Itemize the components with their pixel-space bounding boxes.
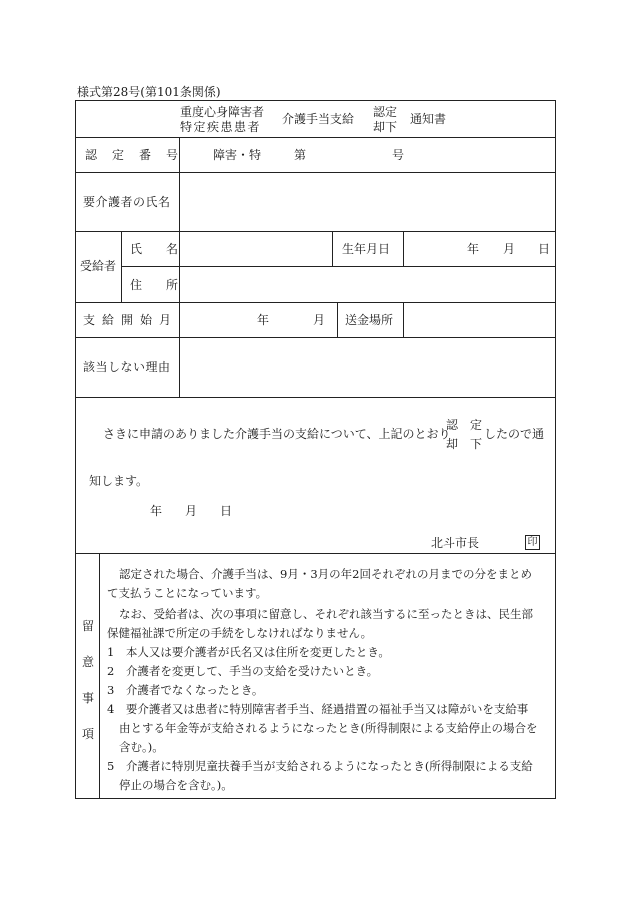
reason-value[interactable] bbox=[182, 341, 552, 394]
col-line bbox=[99, 553, 100, 798]
notice-choice-reject-2: 下 bbox=[470, 437, 483, 451]
frame-left bbox=[75, 100, 76, 798]
remark-line: なお、受給者は、次の事項に留意し、それぞれ該当するに至ったときは、民生部 bbox=[119, 607, 533, 621]
start-year: 年 bbox=[257, 313, 270, 327]
remark-line: 停止の場合を含む。)。 bbox=[119, 778, 233, 792]
remarks-label-3: 事 bbox=[81, 691, 94, 705]
remarks-label-1: 留 bbox=[81, 619, 94, 633]
name-label: 氏名 bbox=[130, 242, 203, 256]
name-value[interactable] bbox=[182, 234, 330, 264]
remit-label: 送金場所 bbox=[345, 313, 394, 327]
col-line bbox=[121, 231, 122, 302]
row-line bbox=[121, 266, 556, 267]
remark-line: 3 介護者でなくなったとき。 bbox=[107, 683, 264, 697]
signer: 北斗市長 bbox=[431, 536, 480, 550]
care-recipient-value[interactable] bbox=[182, 176, 552, 228]
title-notice: 通知書 bbox=[410, 112, 447, 126]
remark-line: 2 介護者を変更して、手当の支給を受けたいとき。 bbox=[107, 664, 379, 678]
title-reject: 却下 bbox=[373, 120, 398, 134]
cert-label: 認定番号 bbox=[85, 148, 194, 162]
notice-choice-approve-1: 認 bbox=[446, 418, 459, 432]
remark-line: 保健福祉課で所定の手続をしなければなりません。 bbox=[107, 626, 373, 640]
dob-day: 日 bbox=[538, 242, 551, 256]
col-line bbox=[337, 302, 338, 337]
dob-year: 年 bbox=[467, 242, 480, 256]
title-main: 介護手当支給 bbox=[282, 112, 355, 126]
reason-label: 該当しない理由 bbox=[83, 360, 171, 374]
row-line bbox=[75, 137, 556, 138]
notice-date-month: 月 bbox=[185, 504, 198, 518]
row-line bbox=[75, 172, 556, 173]
recipient-label: 受給者 bbox=[80, 259, 117, 273]
start-label: 支給開始月 bbox=[83, 313, 179, 327]
row-line bbox=[75, 553, 556, 554]
remark-line: 由とする年金等が支給されるようになったとき(所得制限による支給停止の場合を bbox=[119, 721, 538, 735]
cert-prefix: 障害・特 bbox=[213, 148, 262, 162]
notice-date-year: 年 bbox=[150, 504, 163, 518]
remark-line: 含む。)。 bbox=[119, 740, 164, 754]
remark-line: 1 本人又は要介護者が氏名又は住所を変更したとき。 bbox=[107, 645, 390, 659]
frame-top bbox=[75, 100, 556, 101]
row-line bbox=[75, 231, 556, 232]
notice-text-after: したので通 bbox=[484, 427, 545, 441]
remarks-label bbox=[81, 620, 95, 740]
frame-bottom bbox=[75, 798, 556, 799]
form-number: 様式第28号(第101条関係) bbox=[77, 85, 221, 99]
remark-line: 5 介護者に特別児童扶養手当が支給されるようになったとき(所得制限による支給 bbox=[107, 759, 533, 773]
col-line bbox=[332, 231, 333, 266]
start-month: 月 bbox=[313, 313, 326, 327]
seal-icon: 印 bbox=[525, 535, 540, 550]
cert-go: 号 bbox=[392, 148, 405, 162]
remark-line: て支払うことになっています。 bbox=[107, 586, 268, 600]
notice-choice-approve-2: 定 bbox=[470, 418, 483, 432]
title-line-1: 重度心身障害者 bbox=[180, 105, 265, 119]
remark-line: 4 要介護者又は患者に特別障害者手当、経過措置の福祉手当又は障がいを支給事 bbox=[107, 702, 529, 716]
address-label: 住所 bbox=[130, 278, 203, 292]
row-line bbox=[75, 302, 556, 303]
notice-choice-reject-1: 却 bbox=[446, 437, 459, 451]
title-approve: 認定 bbox=[373, 105, 398, 119]
remit-value[interactable] bbox=[406, 305, 552, 335]
address-value[interactable] bbox=[182, 270, 552, 300]
cert-number-value[interactable] bbox=[310, 143, 390, 165]
dob-label: 生年月日 bbox=[342, 242, 391, 256]
care-recipient-label: 要介護者の氏名 bbox=[83, 195, 171, 209]
title-line-2-text: 特定疾患患者 bbox=[180, 120, 262, 134]
cert-dai: 第 bbox=[294, 148, 307, 162]
col-line bbox=[403, 302, 404, 337]
remarks-label-2: 意 bbox=[81, 655, 94, 669]
remark-line: 認定された場合、介護手当は、9月・3月の年2回それぞれの月までの分をまとめ bbox=[119, 567, 532, 581]
col-line bbox=[179, 137, 180, 397]
title-line-2 bbox=[180, 121, 264, 133]
col-line bbox=[403, 231, 404, 266]
notice-date-day: 日 bbox=[220, 504, 233, 518]
row-line bbox=[75, 397, 556, 398]
notice-text-cont: 知します。 bbox=[89, 474, 149, 488]
row-line bbox=[75, 337, 556, 338]
notice-text: さきに申請のありました介護手当の支給について、上記のとおり bbox=[103, 427, 451, 441]
frame-right bbox=[555, 100, 556, 798]
dob-month: 月 bbox=[503, 242, 516, 256]
remarks-label-4: 項 bbox=[81, 727, 94, 741]
